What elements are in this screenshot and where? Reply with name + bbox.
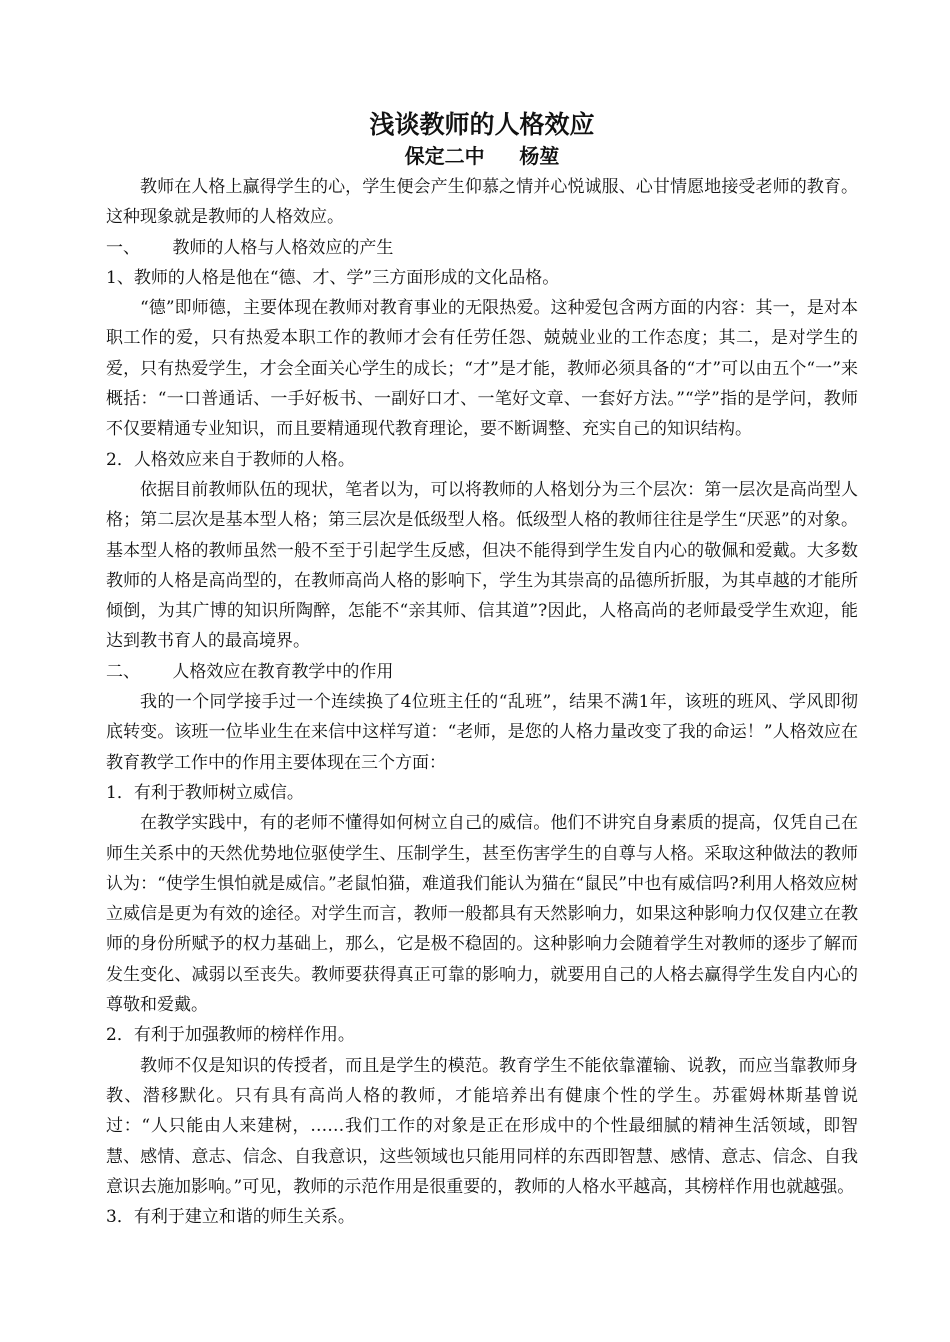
paragraph-role-model: 教师不仅是知识的传授者，而且是学生的模范。教育学生不能依靠灌输、说教，而应当靠教师身教、潜移默化。只有具有高尚人格的教师，才能培养出有健康个性的学生。苏霍姆林斯基曾说过：“人只能由人来建树，……我们工作的对象是正在形成中的个性最细腻的精神生活领域，即智慧、感情、意志、信念、自我意识，这些领域也只能用同样的东西即智慧、感情、意志、信念、自我意识去施加影响。”可见，教师的示范作用是很重要的，教师的人格水平越高，其榜样作用也就越强。 (106, 1055, 858, 1197)
document-title: 浅谈教师的人格效应 (369, 110, 595, 139)
paragraph-intro: 教师在人格上赢得学生的心，学生便会产生仰慕之情并心悦诚服、心甘情愿地接受老师的教育。这种现象就是教师的人格效应。 (106, 177, 858, 228)
author-byline: 保定二中 杨堃 (404, 144, 560, 168)
paragraph-personality-levels: 依据目前教师队伍的现状，笔者以为，可以将教师的人格划分为三个层次：第一层次是高尚型人格；第二层次是基本型人格；第三层次是低级型人格。低级型人格的教师往往是学生“厌恶”的对象。基本型人格的教师虽然一般不至于引起学生反感，但决不能得到学生发自内心的敬佩和爱戴。大多数教师的人格是高尚型的，在教师高尚人格的影响下，学生为其崇高的品德所折服，为其卓越的才能所倾倒，为其广博的知识所陶醉，怎能不“亲其师、信其道”?因此，人格高尚的老师最受学生欢迎，能达到教书育人的最高境界。 (106, 479, 858, 652)
subheading-1-1: 1、教师的人格是他在“德、才、学”三方面形成的文化品格。 (106, 267, 560, 288)
subheading-1-2: 2．人格效应来自于教师的人格。 (106, 449, 355, 470)
subheading-2-2: 2．有利于加强教师的榜样作用。 (106, 1025, 355, 1046)
paragraph-prestige: 在教学实践中，有的老师不懂得如何树立自己的威信。他们不讲究自身素质的提高，仅凭自己在师生关系中的天然优势地位驱使学生、压制学生，甚至伤害学生的自尊与人格。采取这种做法的教师认为：“使学生惧怕就是威信。”老鼠怕猫，难道我们能认为猫在“鼠民”中也有威信吗?利用人格效应树立威信是更为有效的途径。对学生而言，教师一般都具有天然影响力，如果这种影响力仅仅建立在教师的身份所赋予的权力基础上，那么，它是极不稳固的。这种影响力会随着学生对教师的逐步了解而发生变化、减弱以至丧失。教师要获得真正可靠的影响力，就要用自己的人格去赢得学生发自内心的尊敬和爱戴。 (106, 813, 858, 1016)
document-page (106, 0, 858, 1232)
subheading-2-3: 3．有利于建立和谐的师生关系。 (106, 1207, 355, 1228)
paragraph-de-cai-xue: “德”即师德，主要体现在教师对教育事业的无限热爱。这种爱包含两方面的内容：其一，是对本职工作的爱，只有热爱本职工作的教师才会有任劳任怨、兢兢业业的工作态度；其二，是对学生的爱，只有热爱学生，才会全面关心学生的成长；“才”是才能，教师必须具备的“才”可以由五个“一”来概括：“一口普通话、一手好板书、一副好口才、一笔好文章、一套好方法。”“学”指的是学问，教师不仅要精通专业知识，而且要精通现代教育理论，要不断调整、充实自己的知识结构。 (106, 298, 858, 440)
subheading-2-1: 1．有利于教师树立威信。 (106, 782, 304, 803)
section-heading-1: 一、 教师的人格与人格效应的产生 (106, 237, 394, 258)
section-heading-2: 二、 人格效应在教育教学中的作用 (106, 661, 394, 682)
paragraph-classmate-story: 我的一个同学接手过一个连续换了4位班主任的“乱班”，结果不满1年，该班的班风、学风即彻底转变。该班一位毕业生在来信中这样写道：“老师，是您的人格力量改变了我的命运！”人格效应在教育教学工作中的作用主要体现在三个方面： (106, 692, 858, 773)
document-body (106, 172, 858, 1232)
